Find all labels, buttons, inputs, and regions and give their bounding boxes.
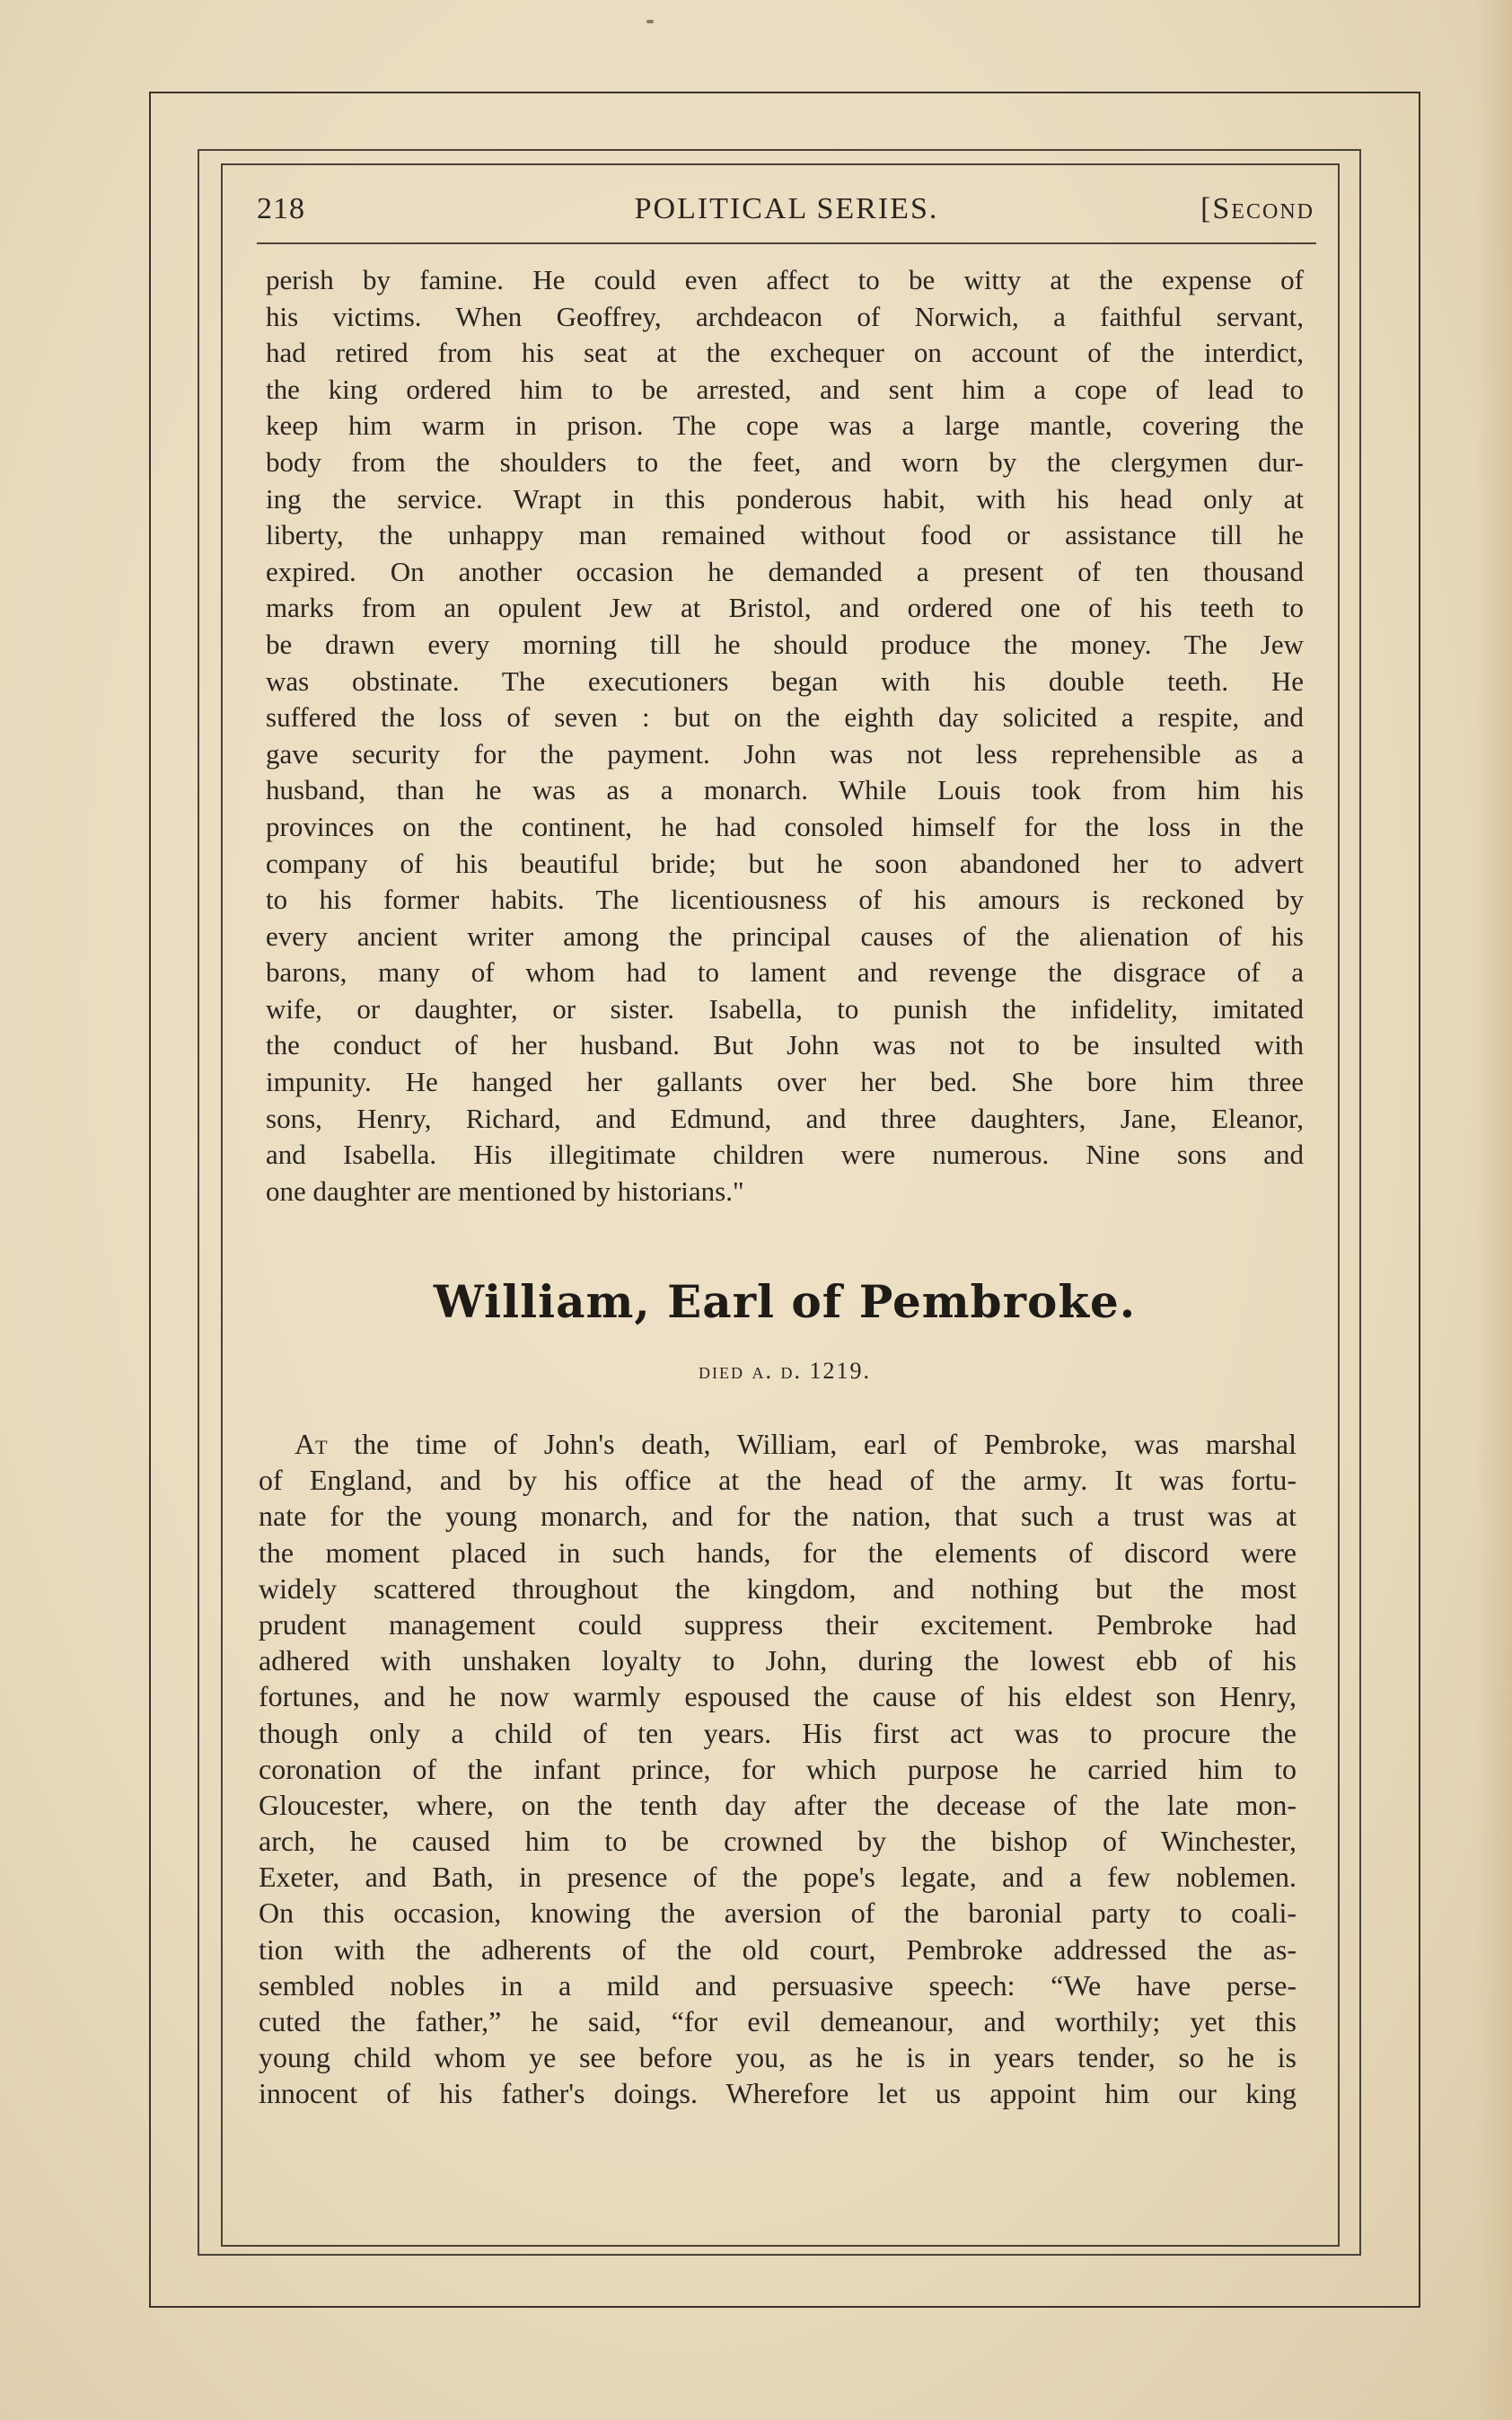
passage-pembroke: [259, 1426, 1297, 2112]
text-line: Exeter, and Bath, in presence of the pope's legate, and a few noblemen.: [259, 1861, 1297, 1894]
text-line: sembled nobles in a mild and persuasive speech: “We have perse-: [259, 1968, 1297, 2002]
text-line: On this occasion, knowing the aversion of the baronial party to coali-: [259, 1896, 1297, 1930]
text-line: keep him warm in prison. The cope was a large mantle, covering the: [266, 409, 1304, 442]
running-header: [257, 192, 1316, 232]
text-line: liberty, the unhappy man remained without food or assistance till he: [266, 519, 1304, 551]
text-line: and Isabella. His illegitimate children were numerous. Nine sons and: [266, 1139, 1304, 1171]
text-line: impunity. He hanged her gallants over her bed. She bore him three: [266, 1066, 1304, 1098]
page-number: 218: [257, 192, 305, 225]
text-line: one daughter are mentioned by historians.": [266, 1175, 744, 1207]
first-line-text: the time of John's death, William, earl of Pembroke, was marshal: [327, 1428, 1297, 1460]
text-line: innocent of his father's doings. Wherefore let us appoint him our king: [259, 2077, 1297, 2110]
text-line: sons, Henry, Richard, and Edmund, and three daughters, Jane, Eleanor,: [266, 1102, 1304, 1134]
text-line: provinces on the continent, he had consoled himself for the loss in the: [266, 810, 1304, 842]
text-line: coronation of the infant prince, for which purpose he carried him to: [259, 1752, 1297, 1785]
text-line: [259, 1426, 1297, 1462]
opening-word: At: [294, 1428, 328, 1460]
text-line: prudent management could suppress their excitement. Pembroke had: [259, 1607, 1297, 1641]
text-line: the conduct of her husband. But John was not to be insulted with: [266, 1029, 1304, 1061]
section-heading: William, Earl of Pembroke.: [433, 1275, 1137, 1328]
printer-mark: [646, 20, 654, 23]
text-line: young child whom ye see before you, as he is in years tender, so he is: [259, 2041, 1297, 2074]
death-date-line: [266, 1358, 1304, 1385]
text-line: of England, and by his office at the head of the army. It was fortu-: [259, 1464, 1297, 1497]
text-line: though only a child of ten years. His first act was to procure the: [259, 1716, 1297, 1749]
text-line: fortunes, and he now warmly espoused the cause of his eldest son Henry,: [259, 1680, 1297, 1713]
page-edge-shadow: [1476, 0, 1512, 2420]
text-line: expired. On another occasion he demanded a present of ten thousand: [266, 555, 1304, 587]
text-line: was obstinate. The executioners began with his double teeth. He: [266, 664, 1304, 697]
text-line: every ancient writer among the principal causes of the alienation of his: [266, 920, 1304, 952]
text-line: arch, he caused him to be crowned by the bishop of Winchester,: [259, 1825, 1297, 1858]
text-line: cuted the father,” he said, “for evil demeanour, and worthily; yet this: [259, 2005, 1297, 2037]
text-line: widely scattered throughout the kingdom, and nothing but the most: [259, 1571, 1297, 1605]
running-title: POLITICAL SERIES.: [634, 192, 939, 225]
text-line: tion with the adherents of the old court, Pembroke addressed the as-: [259, 1932, 1297, 1966]
text-line: be drawn every morning till he should produce the money. The Jew: [266, 628, 1304, 660]
text-line: barons, many of whom had to lament and revenge the disgrace of a: [266, 956, 1304, 989]
header-rule: [257, 242, 1316, 244]
text-line: marks from an opulent Jew at Bristol, and ordered one of his teeth to: [266, 592, 1304, 624]
text-line: gave security for the payment. John was not less reprehensible as a: [266, 737, 1304, 770]
text-line: wife, or daughter, or sister. Isabella, to punish the infidelity, imitated: [266, 992, 1304, 1025]
text-line: nate for the young monarch, and for the nation, that such a trust was at: [259, 1500, 1297, 1533]
text-line: Gloucester, where, on the tenth day after the decease of the late mon-: [259, 1788, 1297, 1821]
text-line: to his former habits. The licentiousness of his amours is reckoned by: [266, 884, 1304, 916]
text-line: suffered the loss of seven : but on the eighth day solicited a respite, and: [266, 701, 1304, 734]
text-line: the moment placed in such hands, for the elements of discord were: [259, 1536, 1297, 1569]
died-label: died a. d.: [699, 1358, 802, 1384]
text-line: had retired from his seat at the exchequer on account of the interdict,: [266, 337, 1304, 369]
text-line: body from the shoulders to the feet, and worn by the clergymen dur-: [266, 445, 1304, 478]
text-line: perish by famine. He could even affect to be witty at the expense of: [266, 264, 1304, 295]
text-line: ing the service. Wrapt in this ponderous habit, with his head only at: [266, 482, 1304, 515]
text-line: husband, than he was as a monarch. While Louis took from him his: [266, 774, 1304, 806]
died-year: 1219.: [809, 1358, 871, 1384]
passage-continued: [266, 262, 1304, 1210]
part-label: [Second: [1200, 192, 1314, 225]
text-line: his victims. When Geoffrey, archdeacon of Norwich, a faithful servant,: [266, 300, 1304, 332]
text-line: the king ordered him to be arrested, and sent him a cope of lead to: [266, 373, 1304, 405]
text-line: adhered with unshaken loyalty to John, during the lowest ebb of his: [259, 1644, 1297, 1677]
text-line: company of his beautiful bride; but he soon abandoned her to advert: [266, 847, 1304, 879]
